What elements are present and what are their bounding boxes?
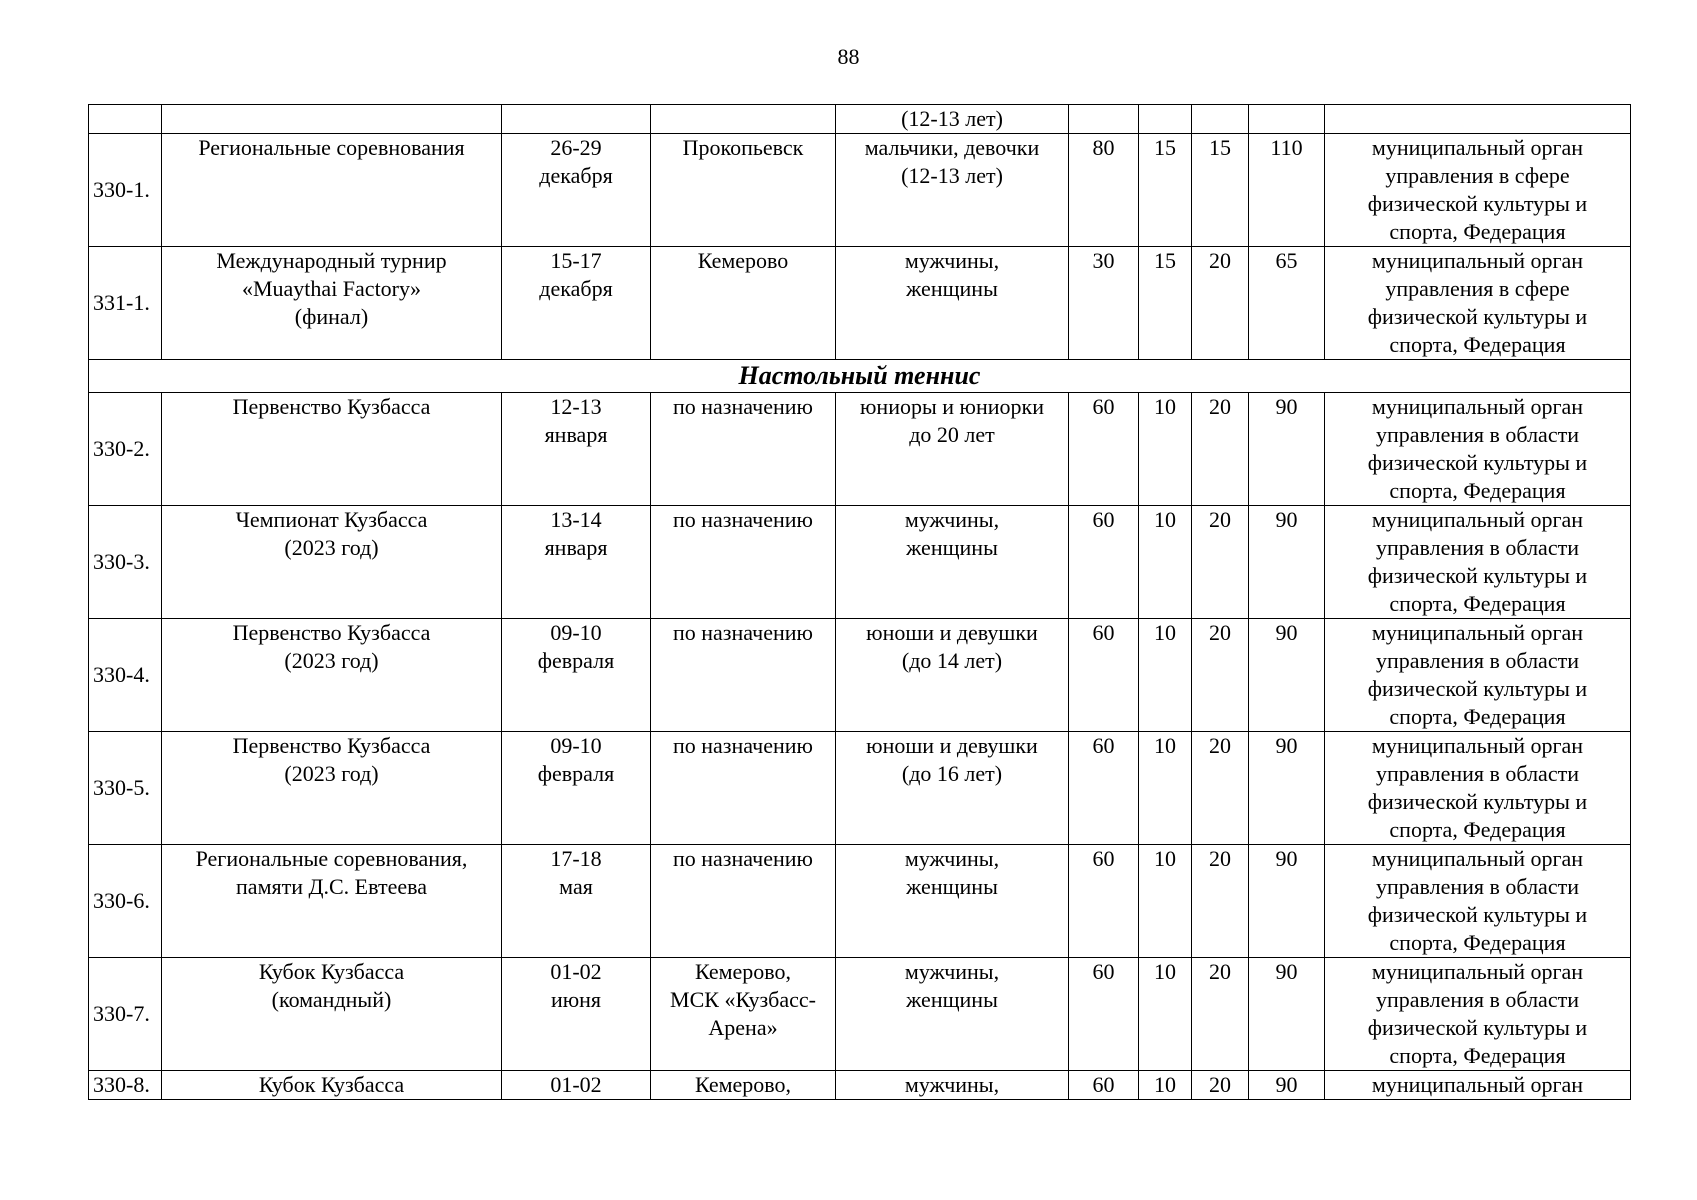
event-name: Кубок Кузбасса (командный) xyxy=(162,958,502,1071)
organizer xyxy=(1325,105,1631,134)
count-total: 90 xyxy=(1249,732,1325,845)
count-3: 20 xyxy=(1192,1071,1249,1100)
table-row xyxy=(89,619,1631,732)
event-place: Прокопьевск xyxy=(651,134,836,247)
event-dates: 09-10 февраля xyxy=(502,619,651,732)
count-total: 65 xyxy=(1249,247,1325,360)
table-row xyxy=(89,134,1631,247)
organizer: муниципальный орган управления в области физической культуры и спорта, Федерация xyxy=(1325,845,1631,958)
event-dates: 15-17 декабря xyxy=(502,247,651,360)
row-number: 330-2. xyxy=(89,393,162,506)
count-3: 15 xyxy=(1192,134,1249,247)
count-3: 20 xyxy=(1192,619,1249,732)
page-number: 88 xyxy=(837,44,860,69)
table-row xyxy=(89,1071,1631,1100)
event-dates: 01-02 июня xyxy=(502,958,651,1071)
event-name: Региональные соревнования xyxy=(162,134,502,247)
table-row xyxy=(89,393,1631,506)
participants: мужчины, женщины xyxy=(836,247,1069,360)
events-table-body xyxy=(89,105,1631,1100)
table-row xyxy=(89,732,1631,845)
count-3: 20 xyxy=(1192,958,1249,1071)
organizer: муниципальный орган управления в области физической культуры и спорта, Федерация xyxy=(1325,393,1631,506)
row-number: 330-3. xyxy=(89,506,162,619)
participants: юноши и девушки (до 16 лет) xyxy=(836,732,1069,845)
row-number: 330-4. xyxy=(89,619,162,732)
event-name: Региональные соревнования, памяти Д.С. Евтеева xyxy=(162,845,502,958)
participants: мужчины, женщины xyxy=(836,506,1069,619)
count-3: 20 xyxy=(1192,393,1249,506)
organizer: муниципальный орган xyxy=(1325,1071,1631,1100)
event-dates: 13-14 января xyxy=(502,506,651,619)
event-name: Международный турнир «Muaythai Factory» (финал) xyxy=(162,247,502,360)
count-2: 15 xyxy=(1139,247,1192,360)
count-1: 60 xyxy=(1069,393,1139,506)
organizer: муниципальный орган управления в области физической культуры и спорта, Федерация xyxy=(1325,619,1631,732)
row-number: 330-8. xyxy=(89,1071,162,1100)
count-total: 90 xyxy=(1249,1071,1325,1100)
count-3 xyxy=(1192,105,1249,134)
count-total xyxy=(1249,105,1325,134)
event-dates: 01-02 xyxy=(502,1071,651,1100)
event-dates: 26-29 декабря xyxy=(502,134,651,247)
event-name: Первенство Кузбасса (2023 год) xyxy=(162,732,502,845)
count-1: 30 xyxy=(1069,247,1139,360)
organizer: муниципальный орган управления в области физической культуры и спорта, Федерация xyxy=(1325,732,1631,845)
count-2: 10 xyxy=(1139,393,1192,506)
count-1: 60 xyxy=(1069,845,1139,958)
event-dates xyxy=(502,105,651,134)
count-1 xyxy=(1069,105,1139,134)
organizer: муниципальный орган управления в сфере физической культуры и спорта, Федерация xyxy=(1325,247,1631,360)
event-name: Первенство Кузбасса xyxy=(162,393,502,506)
row-number: 330-6. xyxy=(89,845,162,958)
event-name: Кубок Кузбасса xyxy=(162,1071,502,1100)
count-3: 20 xyxy=(1192,845,1249,958)
count-2: 10 xyxy=(1139,506,1192,619)
count-total: 90 xyxy=(1249,845,1325,958)
organizer: муниципальный орган управления в сфере физической культуры и спорта, Федерация xyxy=(1325,134,1631,247)
participants: юниоры и юниорки до 20 лет xyxy=(836,393,1069,506)
participants: мальчики, девочки (12-13 лет) xyxy=(836,134,1069,247)
count-total: 90 xyxy=(1249,393,1325,506)
events-table xyxy=(88,104,1631,1100)
event-place: Кемерово xyxy=(651,247,836,360)
participants: (12-13 лет) xyxy=(836,105,1069,134)
count-1: 60 xyxy=(1069,619,1139,732)
count-2 xyxy=(1139,105,1192,134)
row-number xyxy=(89,105,162,134)
row-number: 330-1. xyxy=(89,134,162,247)
count-total: 110 xyxy=(1249,134,1325,247)
table-row xyxy=(89,105,1631,134)
count-total: 90 xyxy=(1249,506,1325,619)
count-2: 15 xyxy=(1139,134,1192,247)
count-2: 10 xyxy=(1139,958,1192,1071)
table-row xyxy=(89,958,1631,1071)
table-row xyxy=(89,506,1631,619)
count-total: 90 xyxy=(1249,958,1325,1071)
count-2: 10 xyxy=(1139,845,1192,958)
event-place: по назначению xyxy=(651,732,836,845)
count-1: 60 xyxy=(1069,732,1139,845)
count-2: 10 xyxy=(1139,619,1192,732)
count-1: 80 xyxy=(1069,134,1139,247)
event-dates: 12-13 января xyxy=(502,393,651,506)
count-total: 90 xyxy=(1249,619,1325,732)
count-1: 60 xyxy=(1069,1071,1139,1100)
event-place: по назначению xyxy=(651,506,836,619)
count-2: 10 xyxy=(1139,732,1192,845)
organizer: муниципальный орган управления в области физической культуры и спорта, Федерация xyxy=(1325,958,1631,1071)
event-dates: 17-18 мая xyxy=(502,845,651,958)
count-3: 20 xyxy=(1192,247,1249,360)
row-number: 330-7. xyxy=(89,958,162,1071)
section-row xyxy=(89,360,1631,393)
event-place xyxy=(651,105,836,134)
event-name: Первенство Кузбасса (2023 год) xyxy=(162,619,502,732)
participants: мужчины, женщины xyxy=(836,958,1069,1071)
organizer: муниципальный орган управления в области физической культуры и спорта, Федерация xyxy=(1325,506,1631,619)
row-number: 330-5. xyxy=(89,732,162,845)
event-place: Кемерово, МСК «Кузбасс- Арена» xyxy=(651,958,836,1071)
event-place: по назначению xyxy=(651,393,836,506)
event-dates: 09-10 февраля xyxy=(502,732,651,845)
count-3: 20 xyxy=(1192,732,1249,845)
participants: мужчины, женщины xyxy=(836,845,1069,958)
section-title: Настольный теннис xyxy=(89,360,1631,393)
count-3: 20 xyxy=(1192,506,1249,619)
count-1: 60 xyxy=(1069,958,1139,1071)
participants: мужчины, xyxy=(836,1071,1069,1100)
count-2: 10 xyxy=(1139,1071,1192,1100)
event-name: Чемпионат Кузбасса (2023 год) xyxy=(162,506,502,619)
event-place: Кемерово, xyxy=(651,1071,836,1100)
table-row xyxy=(89,845,1631,958)
event-place: по назначению xyxy=(651,845,836,958)
row-number: 331-1. xyxy=(89,247,162,360)
table-row xyxy=(89,247,1631,360)
count-1: 60 xyxy=(1069,506,1139,619)
event-name xyxy=(162,105,502,134)
event-place: по назначению xyxy=(651,619,836,732)
participants: юноши и девушки (до 14 лет) xyxy=(836,619,1069,732)
